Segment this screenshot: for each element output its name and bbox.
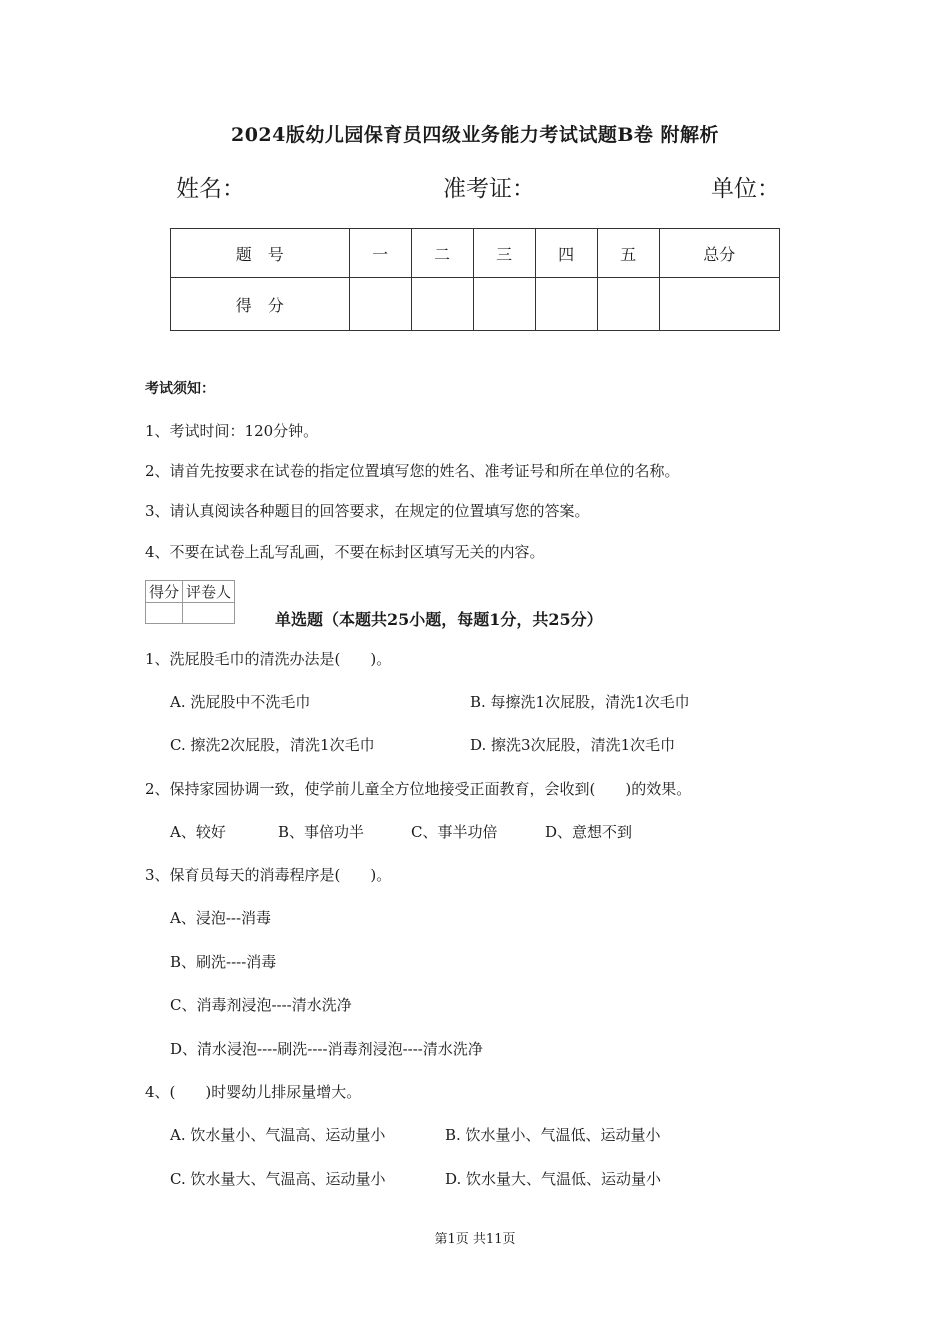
question-option: C、事半功倍: [411, 823, 498, 841]
question-option: A. 洗屁股中不洗毛巾: [170, 693, 311, 711]
question-stem: 3、保育员每天的消毒程序是( )。: [145, 866, 392, 884]
question-option: B. 每擦洗1次屁股，清洗1次毛巾: [470, 693, 690, 711]
grader-score-label: 得分: [146, 581, 183, 603]
document-title: 2024版幼儿园保育员四级业务能力考试试题B卷 附解析: [230, 124, 720, 146]
score-header-total: 总分: [659, 229, 779, 278]
question-stem: 1、洗屁股毛巾的清洗办法是( )。: [145, 650, 392, 668]
score-header-label: 题 号: [171, 229, 350, 278]
score-row-label: 得 分: [171, 278, 350, 331]
score-cell[interactable]: [349, 278, 411, 331]
question-option: D. 饮水量大、气温低、运动量小: [445, 1170, 662, 1188]
question-stem: 2、保持家园协调一致，使学前儿童全方位地接受正面教育，会收到( )的效果。: [145, 780, 692, 798]
notice-item: 3、请认真阅读各种题目的回答要求，在规定的位置填写您的答案。: [145, 502, 590, 520]
question-option: D. 擦洗3次屁股，清洗1次毛巾: [470, 736, 676, 754]
notice-item: 4、不要在试卷上乱写乱画，不要在标封区填写无关的内容。: [145, 543, 545, 561]
question-option: D、清水浸泡----刷洗----消毒剂浸泡----清水洗净: [170, 1040, 483, 1058]
notice-item: 1、考试时间：120分钟。: [145, 422, 319, 440]
score-header-3: 三: [473, 229, 535, 278]
score-cell[interactable]: [659, 278, 779, 331]
grader-reviewer-label: 评卷人: [183, 581, 235, 603]
score-header-5: 五: [597, 229, 659, 278]
exam-id-label: 准考证：: [443, 176, 535, 202]
question-option: B. 饮水量小、气温低、运动量小: [445, 1126, 661, 1144]
grader-score-cell[interactable]: [146, 603, 183, 624]
unit-label: 单位：: [711, 176, 780, 202]
question-option: B、刷洗----消毒: [170, 953, 277, 971]
name-label: 姓名：: [176, 176, 245, 202]
question-option: C. 饮水量大、气温高、运动量小: [170, 1170, 386, 1188]
grader-table: [145, 580, 235, 624]
grader-reviewer-cell[interactable]: [183, 603, 235, 624]
notice-heading: 考试须知：: [145, 381, 215, 397]
question-option: D、意想不到: [545, 823, 633, 841]
question-option: A. 饮水量小、气温高、运动量小: [170, 1126, 386, 1144]
score-table: [170, 228, 780, 331]
score-header-1: 一: [349, 229, 411, 278]
question-option: A、浸泡---消毒: [170, 909, 272, 927]
question-option: B、事倍功半: [278, 823, 365, 841]
score-cell[interactable]: [597, 278, 659, 331]
score-cell[interactable]: [535, 278, 597, 331]
notice-item: 2、请首先按要求在试卷的指定位置填写您的姓名、准考证号和所在单位的名称。: [145, 462, 680, 480]
score-header-4: 四: [535, 229, 597, 278]
question-option: C. 擦洗2次屁股，清洗1次毛巾: [170, 736, 375, 754]
score-cell[interactable]: [411, 278, 473, 331]
question-option: C、消毒剂浸泡----清水洗净: [170, 996, 352, 1014]
page-footer: 第1页 共11页: [434, 1232, 516, 1247]
question-stem: 4、( )时婴幼儿排尿量增大。: [145, 1083, 362, 1101]
score-cell[interactable]: [473, 278, 535, 331]
score-header-2: 二: [411, 229, 473, 278]
question-option: A、较好: [170, 823, 226, 841]
section-title: 单选题（本题共25小题，每题1分，共25分）: [275, 610, 603, 629]
